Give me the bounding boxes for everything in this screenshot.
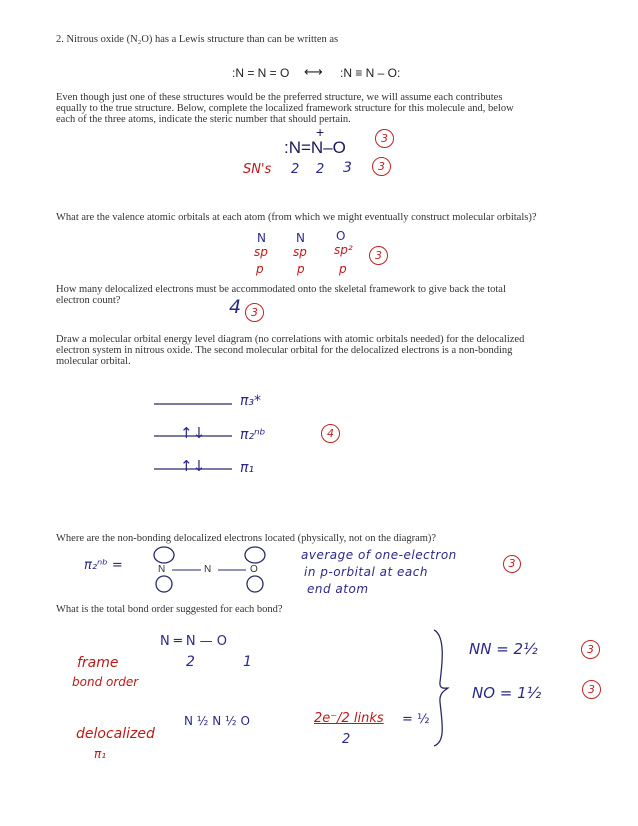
nonbonding-question: Where are the non-bonding delocalized electrons located (physically, not on the diagram)?: [56, 533, 437, 544]
delocalized-calc-denominator: 2: [342, 732, 351, 747]
nonbonding-answer-line-3: end atom: [307, 582, 369, 596]
delocalized-calc-numerator: 2e⁻/2 links: [314, 711, 384, 726]
score-framework: 3: [375, 129, 394, 148]
electrons-question-line-2: electron count?: [56, 295, 121, 306]
sn-value-2: 2: [316, 162, 325, 177]
hybrid-1: sp: [254, 245, 268, 259]
p-orbital-3: p: [339, 262, 347, 276]
sn-value-3: 3: [343, 160, 352, 176]
mo-level-1-label: π₁: [240, 460, 255, 476]
sn-label: SN's: [243, 162, 272, 177]
framework-label-line-2: bond order: [72, 675, 139, 689]
mo-level-2-electrons: ↑↓: [180, 424, 206, 442]
orbitals-question: What are the valence atomic orbitals at each atom (from which we might eventually construct molecular orbitals)?: [56, 212, 537, 223]
nonbonding-atom-3: O: [250, 564, 258, 575]
nonbonding-label: π₂ⁿᵇ =: [84, 558, 123, 573]
lewis-structure-left: :N = N = O: [232, 66, 290, 80]
framework-label-line-1: frame: [77, 655, 119, 671]
answer-brace: [428, 626, 458, 750]
mo-level-3-label: π₃*: [240, 393, 262, 409]
delocalized-chain: N ½ N ½ O: [184, 714, 250, 728]
score-orbitals: 3: [369, 246, 388, 265]
intro-line-1: Even though just one of these structures would be the preferred structure, we will assume each contributes: [56, 92, 503, 103]
orbital-atom-1: N: [257, 231, 266, 245]
delocalized-label-line-1: delocalized: [76, 726, 155, 742]
score-nn: 3: [581, 640, 600, 659]
mo-level-2-label: π₂ⁿᵇ: [240, 427, 266, 443]
nonbonding-atom-1: N: [158, 564, 166, 575]
mo-energy-diagram: [150, 390, 300, 490]
hybrid-3: sp²: [334, 243, 353, 257]
orbital-atom-3: O: [336, 229, 346, 243]
framework-charge: +: [316, 124, 325, 140]
mo-question-line-1: Draw a molecular orbital energy level diagram (no correlations with atomic orbitals needed) for the delocalized: [56, 334, 525, 345]
electrons-answer: 4: [229, 296, 242, 318]
score-mo: 4: [321, 424, 340, 443]
nn-bond-order-answer: NN = 2½: [469, 640, 538, 658]
question-2-title: 2. Nitrous oxide (N₂O) has a Lewis structure than can be written as: [56, 34, 339, 45]
framework-order-no: 1: [243, 654, 252, 670]
intro-line-3: each of the three atoms, indicate the steric number that should pertain.: [56, 114, 351, 125]
lewis-structure-right: :N ≡ N – O:: [340, 66, 401, 80]
score-sn: 3: [372, 157, 391, 176]
framework-order-nn: 2: [186, 654, 195, 670]
nonbonding-atom-2: N: [204, 564, 212, 575]
framework-structure: :N=N–O: [284, 138, 346, 157]
orbital-atom-2: N: [296, 231, 305, 245]
mo-level-1-electrons: ↑↓: [180, 457, 206, 475]
intro-line-2: equally to the true structure. Below, complete the localized framework structure for this molecule and, below: [56, 103, 514, 114]
bond-order-question: What is the total bond order suggested for each bond?: [56, 604, 283, 615]
resonance-arrow: ⟷: [304, 64, 323, 79]
score-nonbonding: 3: [503, 555, 521, 573]
mo-question-line-3: molecular orbital.: [56, 356, 131, 367]
electrons-question-line-1: How many delocalized electrons must be accommodated onto the skeletal framework to give back the total: [56, 284, 506, 295]
score-electrons: 3: [245, 303, 264, 322]
score-no: 3: [582, 680, 601, 699]
nonbonding-answer-line-1: average of one-electron: [301, 548, 457, 562]
sn-value-1: 2: [291, 162, 300, 177]
framework-chain: N ═ N — O: [160, 634, 228, 649]
mo-question-line-2: electron system in nitrous oxide. The second molecular orbital for the delocalized electrons is a non-bonding: [56, 345, 513, 356]
p-orbital-1: p: [256, 262, 264, 276]
p-orbital-2: p: [297, 262, 305, 276]
hybrid-2: sp: [293, 245, 307, 259]
nonbonding-answer-line-2: in p-orbital at each: [304, 565, 428, 579]
no-bond-order-answer: NO = 1½: [472, 684, 542, 702]
delocalized-calc-result: = ½: [402, 712, 430, 727]
delocalized-label-line-2: π₁: [94, 747, 107, 761]
